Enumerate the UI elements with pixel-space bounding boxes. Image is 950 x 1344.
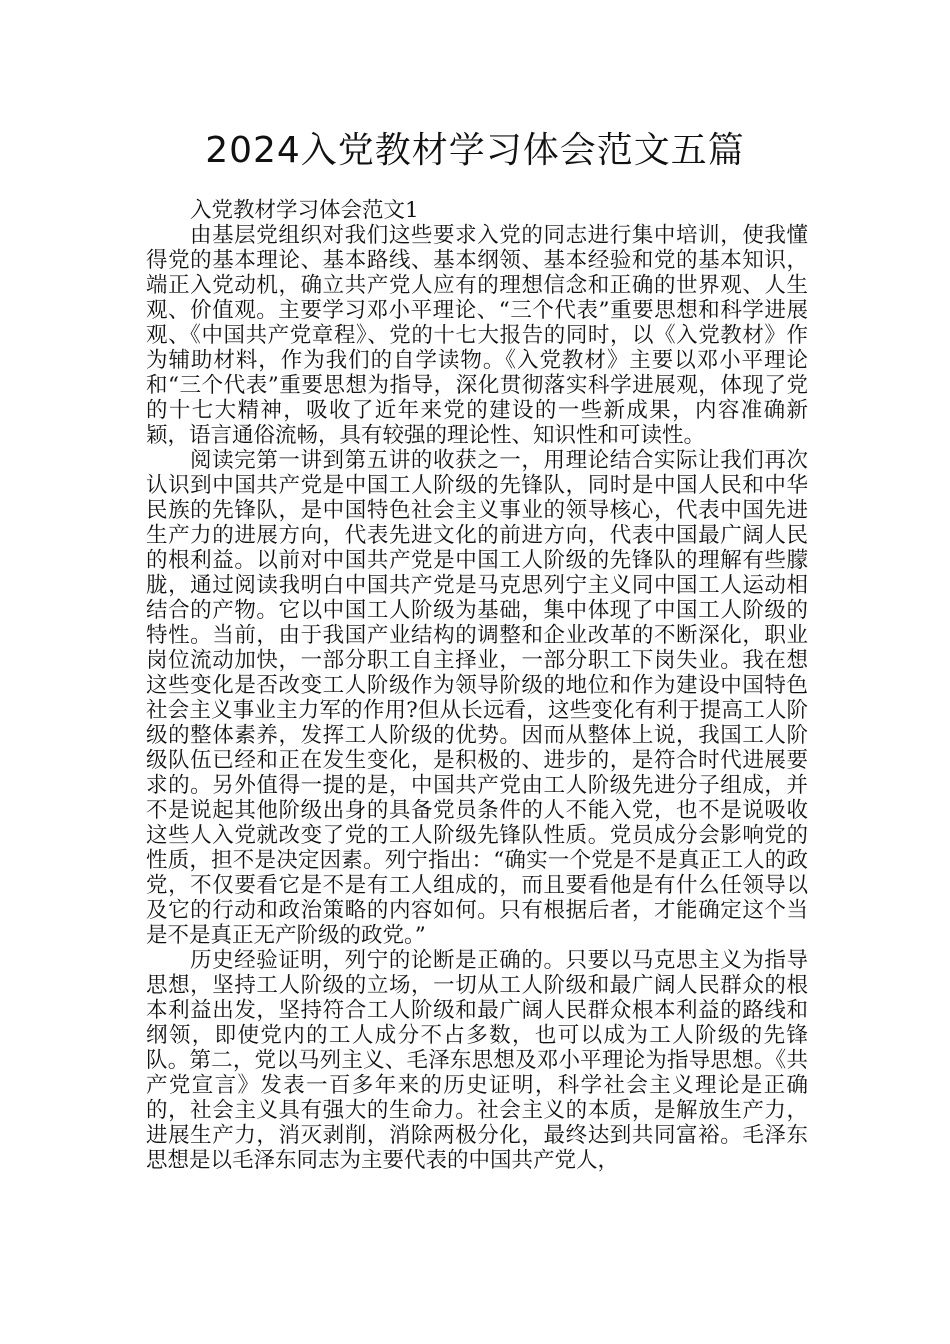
document-title: 2024入党教材学习体会范文五篇 [205, 130, 745, 171]
paragraph-1: 由基层党组织对我们这些要求入党的同志进行集中培训，使我懂得党的基本理论、基本路线、基本纲领、基本经验和党的基本知识，端正入党动机，确立共产党人应有的理想信念和正确的世界观、人生观、价值观。主要学习邓小平理论、“三个代表”重要思想和科学进展观、《中国共产党章程》、党的十七大报告的同时，以《入党教材》作为辅助材料，作为我们的自学读物。《入党教材》主要以邓小平理论和“三个代表”重要思想为指导，深化贯彻落实科学进展观，体现了党的十七大精神，吸收了近年来党的建设的一些新成果，内容准确新颖，语言通俗流畅，具有较强的理论性、知识性和可读性。 [146, 223, 808, 448]
paragraph-3: 历史经验证明，列宁的论断是正确的。只要以马克思主义为指导思想，坚持工人阶级的立场，一切从工人阶级和最广阔人民群众的根本利益出发，坚持符合工人阶级和最广阔人民群众根本利益的路线和纲领，即使党内的工人成分不占多数，也可以成为工人阶级的先锋队。第二，党以马列主义、毛泽东思想及邓小平理论为指导思想。《共产党宣言》发表一百多年来的历史证明，科学社会主义理论是正确的，社会主义具有强大的生命力。社会主义的本质，是解放生产力，进展生产力，消灭剥削，消除两极分化，最终达到共同富裕。毛泽东思想是以毛泽东同志为主要代表的中国共产党人， [146, 948, 808, 1173]
paragraph-2: 阅读完第一讲到第五讲的收获之一，用理论结合实际让我们再次认识到中国共产党是中国工人阶级的先锋队，同时是中国人民和中华民族的先锋队，是中国特色社会主义事业的领导核心，代表中国先进生产力的进展方向，代表先进文化的前进方向，代表中国最广阔人民的根利益。以前对中国共产党是中国工人阶级的先锋队的理解有些朦胧，通过阅读我明白中国共产党是马克思列宁主义同中国工人运动相结合的产物。它以中国工人阶级为基础，集中体现了中国工人阶级的特性。当前，由于我国产业结构的调整和企业改革的不断深化，职业岗位流动加快，一部分职工自主择业，一部分职工下岗失业。我在想这些变化是否改变工人阶级作为领导阶级的地位和作为建设中国特色社会主义事业主力军的作用?但从长远看，这些变化有利于提高工人阶级的整体素养，发挥工人阶级的优势。因而从整体上说，我国工人阶级队伍已经和正在发生变化，是积极的、进步的，是符合时代进展要求的。另外值得一提的是，中国共产党由工人阶级先进分子组成，并不是说起其他阶级出身的具备党员条件的人不能入党，也不是说吸收这些人入党就改变了党的工人阶级先锋队性质。党员成分会影响党的性质，担不是决定因素。列宁指出：“确实一个党是不是真正工人的政党，不仅要看它是不是有工人组成的，而且要看他是有什么任领导以及它的行动和政治策略的内容如何。只有根据后者，才能确定这个当是不是真正无产阶级的政党。” [146, 448, 808, 948]
document-body [146, 198, 808, 1173]
section-heading: 入党教材学习体会范文1 [190, 198, 419, 223]
